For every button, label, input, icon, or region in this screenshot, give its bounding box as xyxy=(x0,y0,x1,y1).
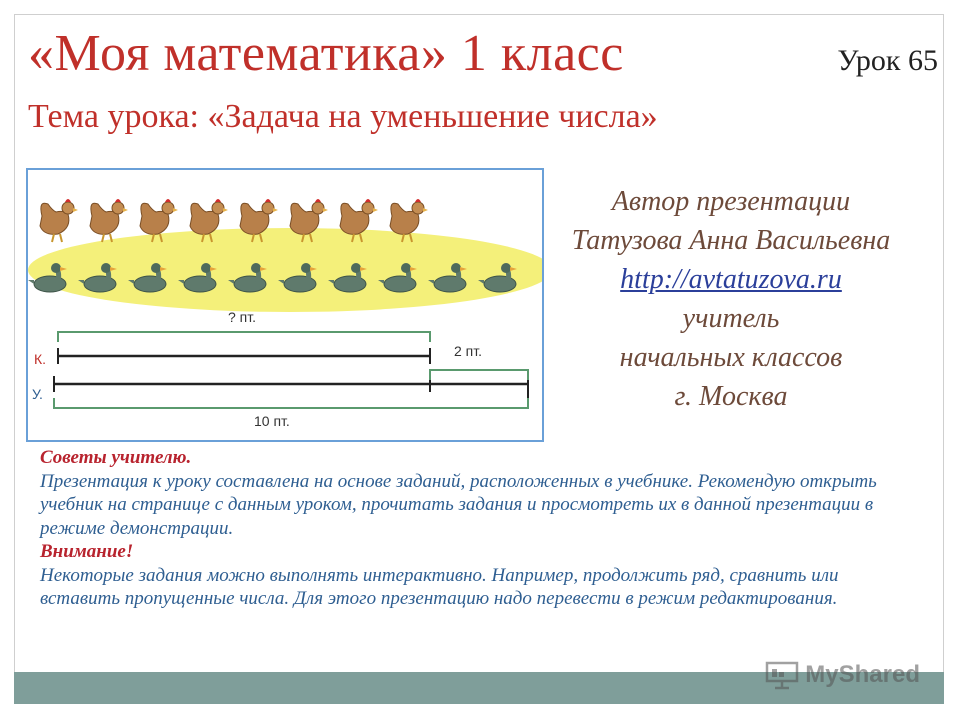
lesson-topic: Тема урока: «Задача на уменьшение числа» xyxy=(28,98,658,135)
myshared-watermark xyxy=(765,658,920,692)
attention-text: Некоторые задания можно выполнять интерактивно. Например, продолжить ряд, сравнить или вставить пропущенные числа. Для этого презентацию надо перевести в режим редактирования. xyxy=(40,564,839,609)
lesson-number: Урок 65 xyxy=(837,44,938,77)
difference-label: 2 пт. xyxy=(454,343,483,359)
ducks-segment-label: У. xyxy=(32,386,43,402)
hens-segment-label: К. xyxy=(34,351,47,367)
problem-illustration xyxy=(26,168,544,442)
author-caption: Автор презентации xyxy=(611,186,851,217)
author-city: г. Москва xyxy=(674,381,788,412)
hen-icon xyxy=(90,199,128,242)
advice-text: Презентация к уроку составлена на основе заданий, расположенных в учебнике. Рекомендую открыть учебник на странице с данным уроком, прочитать задания и просмотреть их в данной презентации в режиме демонстрации. xyxy=(40,470,877,539)
author-role: учитель xyxy=(682,303,780,334)
presentation-icon xyxy=(765,660,799,690)
hen-icon xyxy=(40,199,78,242)
question-bracket xyxy=(58,332,430,342)
question-label: ? пт. xyxy=(228,309,257,325)
attention-heading: Внимание! xyxy=(40,541,134,562)
author-block xyxy=(548,182,914,416)
author-website-link[interactable]: http://avtatuzova.ru xyxy=(620,264,842,295)
illustration-svg xyxy=(28,170,542,440)
slide-title: «Моя математика» 1 класс xyxy=(28,25,624,82)
author-name: Татузова Анна Васильевна xyxy=(571,225,891,256)
advice-heading: Советы учителю. xyxy=(40,447,192,468)
author-role-detail: начальных классов xyxy=(619,342,843,373)
teacher-advice xyxy=(40,446,920,611)
difference-bracket xyxy=(430,370,528,380)
watermark-text: MyShared xyxy=(805,661,920,688)
total-bracket xyxy=(54,398,528,408)
total-label: 10 пт. xyxy=(254,413,290,429)
